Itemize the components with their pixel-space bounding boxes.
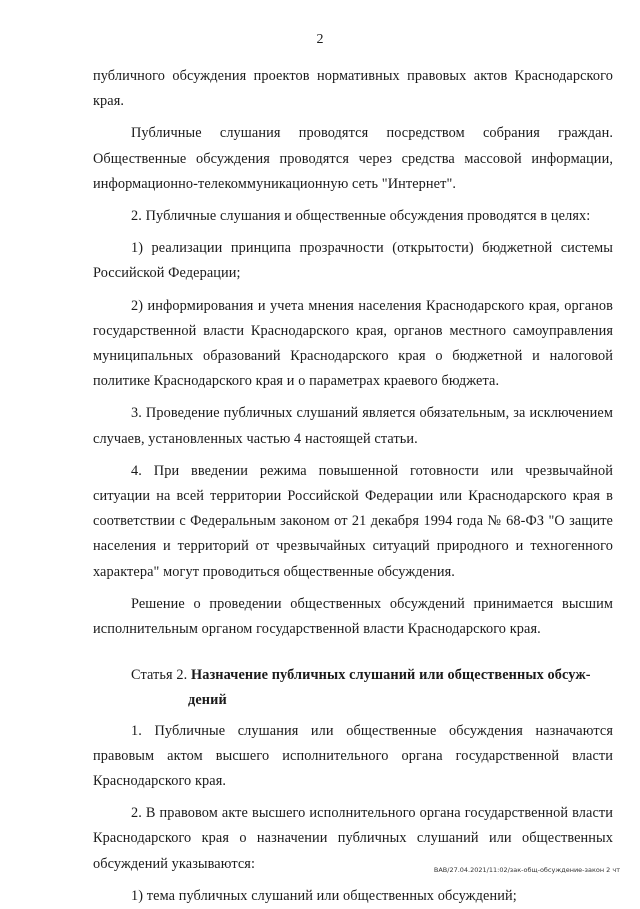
article-title: Назначение публичных слушаний или общественных обсуж- — [190, 667, 591, 684]
article-paragraph-1: 1. Публичные слушания или общественные обсуждения назначаются правовым актом высшего исполнительного органа государственной власти Краснодарского края. — [93, 722, 613, 790]
document-body — [93, 64, 613, 909]
paragraph-goals-intro: 2. Публичные слушания и общественные обсуждения проводятся в целях: — [131, 208, 591, 225]
paragraph-goal-2: 2) информирования и учета мнения населения Краснодарского края, органов государственной власти Краснодарского края, органов местного самоуправления муниципальных образований Краснодарского края о бюджетной и налоговой политике Краснодарского края и о параметрах краевого бюджета. — [93, 297, 613, 390]
paragraph-emergency: 4. При введении режима повышенной готовности или чрезвычайной ситуации на всей территории Российской Федерации или Краснодарского края в соответствии с Федеральным законом от 21 декабря 1994 года № 68-ФЗ "О защите населения и территорий от чрезвычайных ситуаций природного и техногенного характера" могут проводиться общественные обсуждения. — [93, 462, 613, 580]
page-number: 2 — [316, 32, 324, 47]
article-paragraph-2: 2. В правовом акте высшего исполнительного органа государственной власти Краснодарского края о назначении публичных слушаний или общественных обсуждений указываются: — [93, 805, 613, 872]
paragraph-hearings-method: Публичные слушания проводятся посредством собрания граждан. Общественные обсуждения проводятся через средства массовой информации, информационно-телекоммуникационную сеть "Интернет". — [93, 125, 613, 192]
paragraph-goal-1: 1) реализации принципа прозрачности (открытости) бюджетной системы Российской Федерации; — [93, 240, 613, 282]
paragraph-decision: Решение о проведении общественных обсуждений принимается высшим исполнительным органом государственной власти Краснодарского края. — [93, 595, 613, 638]
article-paragraph-3: 1) тема публичных слушаний или общественных обсуждений; — [131, 887, 517, 904]
paragraph-continuation: публичного обсуждения проектов нормативных правовых актов Краснодарского края. — [93, 68, 613, 110]
article-title-continuation: дений — [188, 692, 227, 709]
document-footer: ВАВ/27.04.2021/11:02/зак-общ-обсуждение-закон 2 чт — [433, 866, 620, 874]
article-heading — [93, 663, 613, 713]
paragraph-mandatory: 3. Проведение публичных слушаний является обязательным, за исключением случаев, установленных частью 4 настоящей статьи. — [93, 405, 613, 447]
article-number: Статья 2. — [131, 667, 188, 684]
